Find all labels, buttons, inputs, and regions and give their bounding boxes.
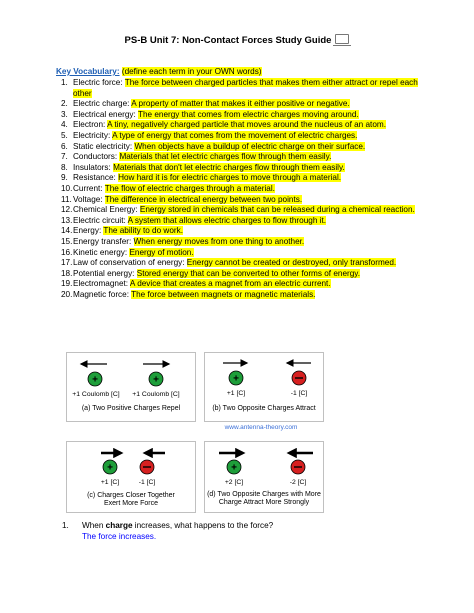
plus-sign: +	[231, 462, 237, 474]
laptop-icon	[335, 34, 349, 44]
vocab-item	[56, 163, 428, 174]
question-prefix: When	[82, 521, 106, 530]
question-1-answer: The force increases.	[82, 532, 157, 541]
vocab-definition: Energy of motion.	[129, 247, 194, 257]
vocab-entry	[73, 216, 428, 227]
vocab-item	[56, 142, 428, 153]
vocab-entry	[73, 110, 428, 121]
diagram-b-right-label: -1 [C]	[290, 390, 308, 397]
vocab-entry	[73, 173, 428, 184]
vocab-number: 18.	[61, 268, 73, 278]
vocab-definition: The flow of electric charges through a material.	[104, 183, 275, 193]
vocab-instruction: (define each term in your OWN words)	[121, 67, 262, 76]
vocab-item	[56, 195, 428, 206]
vocab-definition: The difference in electrical energy between two points.	[104, 194, 303, 204]
vocab-term: Electricity:	[73, 130, 111, 140]
vocab-term: Electric charge:	[73, 99, 130, 109]
diagram-d-right-label: -2 [C]	[289, 479, 307, 486]
vocab-entry	[73, 142, 428, 153]
vocab-number: 16.	[61, 247, 73, 257]
vocab-term: Resistance:	[73, 173, 116, 183]
vocab-definition: Stored energy that can be converted to other forms of energy.	[136, 268, 361, 278]
vocab-term: Electron:	[73, 120, 106, 130]
vocab-number: 17.	[61, 258, 73, 268]
diagram-d-left-label: +2 [C]	[224, 479, 244, 486]
question-1-text	[62, 520, 273, 531]
vocab-number: 7.	[61, 152, 68, 162]
vocab-item	[56, 290, 428, 301]
vocab-item	[56, 99, 428, 110]
vocab-entry	[73, 269, 428, 280]
credit-link[interactable]: www.antenna-theory.com	[224, 424, 298, 431]
question-1	[62, 520, 273, 542]
vocab-term: Electric force:	[73, 78, 123, 87]
vocab-number: 2.	[61, 99, 68, 109]
vocab-definition: When objects have a buildup of electric charge on their surface.	[134, 141, 366, 151]
plus-sign-left: +	[92, 374, 98, 386]
vocab-definition: A property of matter that makes it either positive or negative.	[131, 99, 350, 109]
vocab-entry	[73, 248, 428, 259]
vocab-number: 13.	[61, 215, 73, 225]
vocab-entry	[73, 237, 428, 248]
vocab-term: Potential energy:	[73, 268, 135, 278]
vocab-entry	[73, 279, 428, 290]
vocab-item	[56, 205, 428, 216]
diagram-a-right-label: +1 Coulomb [C]	[132, 391, 180, 398]
vocab-number: 14.	[61, 226, 73, 236]
title-text: PS-B Unit 7: Non-Contact Forces Study Guide	[124, 35, 332, 46]
vocab-definition: The ability to do work.	[103, 226, 183, 236]
vocab-number: 12.	[61, 205, 73, 215]
vocab-entry	[73, 258, 428, 269]
vocab-item	[56, 216, 428, 227]
vocab-term: Current:	[73, 183, 103, 193]
vocab-definition: A system that allows electric charges to flow through it.	[127, 215, 327, 225]
vocab-item	[56, 152, 428, 163]
vocab-term: Energy:	[73, 226, 102, 236]
vocab-definition: Energy cannot be created or destroyed, only transformed.	[186, 258, 397, 268]
diagram-b	[204, 352, 324, 422]
vocab-number: 20.	[61, 289, 73, 299]
question-suffix: increases, what happens to the force?	[132, 521, 274, 530]
plus-sign: +	[233, 373, 239, 385]
vocab-heading	[56, 67, 262, 76]
vocab-definition: A device that creates a magnet from an electric current.	[129, 279, 331, 289]
vocab-number: 4.	[61, 120, 68, 130]
diagram-a-left-label: +1 Coulomb [C]	[72, 391, 120, 398]
vocab-list	[56, 78, 428, 300]
question-number: 1.	[62, 521, 69, 530]
diagram-c-caption-2: Exert More Force	[103, 500, 159, 507]
vocab-definition: The force between magnets or magnetic materials.	[131, 289, 316, 299]
vocab-entry	[73, 131, 428, 142]
vocab-term: Electromagnet:	[73, 279, 129, 289]
diagram-b-left-label: +1 [C]	[226, 390, 246, 397]
vocab-term: Energy transfer:	[73, 236, 132, 246]
diagram-d	[204, 441, 324, 513]
vocab-item	[56, 173, 428, 184]
vocab-term: Static electricity:	[73, 141, 133, 151]
diagram-a	[66, 352, 196, 422]
vocab-definition: When energy moves from one thing to another.	[133, 236, 305, 246]
vocab-number: 3.	[61, 109, 68, 119]
vocab-entry	[73, 184, 428, 195]
vocab-item	[56, 258, 428, 269]
vocab-item	[56, 269, 428, 280]
vocab-entry	[73, 226, 428, 237]
vocab-term: Electrical energy:	[73, 109, 136, 119]
vocab-item	[56, 248, 428, 259]
vocab-definition: The force between charged particles that makes them either attract or repel each other	[73, 78, 418, 98]
diagram-c-left-label: +1 [C]	[100, 479, 120, 486]
vocab-entry	[73, 205, 428, 216]
vocab-entry	[73, 290, 428, 301]
vocab-number: 19.	[61, 279, 73, 289]
vocab-definition: Energy stored in chemicals that can be released during a chemical reaction.	[139, 205, 415, 215]
vocab-item	[56, 78, 428, 99]
vocab-term: Magnetic force:	[73, 289, 129, 299]
vocab-entry	[73, 99, 428, 110]
vocab-entry	[73, 120, 428, 131]
vocab-item	[56, 120, 428, 131]
vocab-heading-label: Key Vocabulary:	[56, 67, 120, 76]
vocab-term: Law of conservation of energy:	[73, 258, 185, 268]
vocab-number: 9.	[61, 173, 68, 183]
vocab-item	[56, 184, 428, 195]
vocab-entry	[73, 163, 428, 174]
diagram-a-caption: (a) Two Positive Charges Repel	[81, 405, 181, 412]
diagram-c	[66, 441, 196, 513]
vocab-definition: Materials that don't let electric charges flow through them easily.	[113, 162, 345, 172]
vocab-term: Conductors:	[73, 152, 118, 162]
vocab-definition: Materials that let electric charges flow through them easily.	[119, 152, 332, 162]
vocab-item	[56, 110, 428, 121]
diagram-c-caption-1: (c) Charges Closer Together	[87, 492, 175, 499]
vocab-term: Electric circuit:	[73, 215, 126, 225]
vocab-entry	[73, 195, 428, 206]
diagram-d-caption-2: Charge Attract More Strongly	[218, 499, 310, 506]
plus-sign: +	[107, 462, 113, 474]
plus-sign-right: +	[153, 374, 159, 386]
vocab-term: Chemical Energy:	[73, 205, 138, 215]
vocab-item	[56, 237, 428, 248]
vocab-item	[56, 226, 428, 237]
vocab-term: Voltage:	[73, 194, 103, 204]
vocab-term: Insulators:	[73, 162, 111, 172]
vocab-item	[56, 279, 428, 290]
vocab-definition: A tiny, negatively charged particle that moves around the nucleus of an atom.	[107, 120, 386, 130]
diagram-c-right-label: -1 [C]	[138, 479, 156, 486]
vocab-definition: A type of energy that comes from the movement of electric charges.	[112, 130, 358, 140]
vocab-number: 5.	[61, 130, 68, 140]
vocab-number: 15.	[61, 236, 73, 246]
vocab-definition: How hard it is for electric charges to move through a material.	[118, 173, 342, 183]
page-title	[0, 34, 474, 46]
vocab-definition: The energy that comes from electric charges moving around.	[137, 109, 359, 119]
diagram-d-caption-1: (d) Two Opposite Charges with More	[207, 491, 321, 498]
vocab-term: Kinetic energy:	[73, 247, 128, 257]
vocab-number: 10.	[61, 183, 73, 193]
vocab-number: 6.	[61, 141, 68, 151]
vocab-number: 11.	[61, 194, 72, 204]
vocab-item	[56, 131, 428, 142]
vocab-entry	[73, 152, 428, 163]
vocab-entry	[73, 78, 428, 99]
diagram-b-caption: (b) Two Opposite Charges Attract	[212, 405, 316, 412]
vocab-number: 1.	[61, 78, 68, 87]
vocab-number: 8.	[61, 162, 68, 172]
question-bold-term: charge	[105, 521, 133, 530]
